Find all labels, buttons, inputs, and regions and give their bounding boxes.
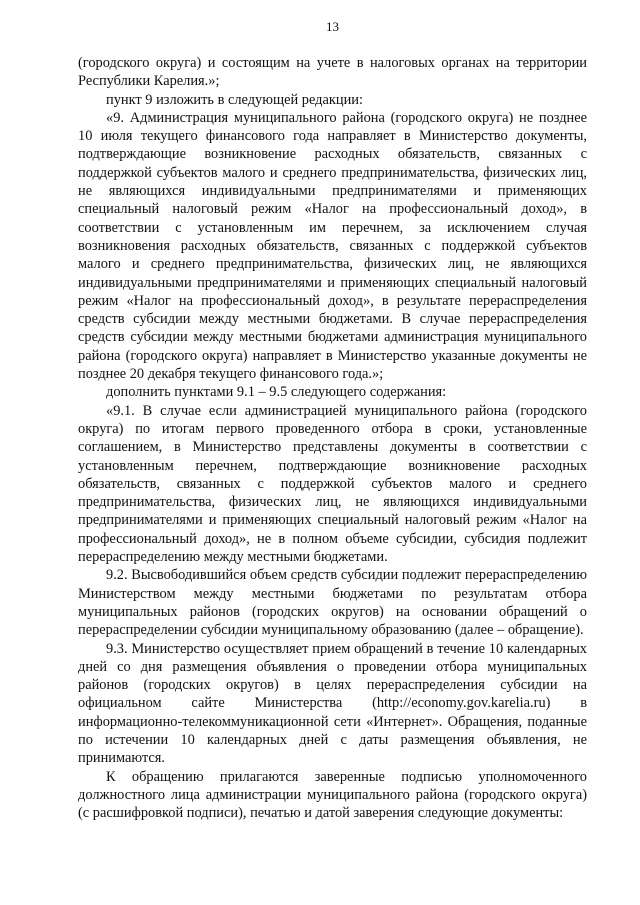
paragraph-point-9-intro: пункт 9 изложить в следующей редакции:: [106, 91, 363, 108]
paragraph-point-9-3: 9.3. Министерство осуществляет прием обращений в течение 10 календарных дней со дня размещения объявления о проведении отбора муниципальных районов (городских округов) в целях перераспределения субсидии на официальном сайте Министерства (http://economy.gov.karelia.ru) в информационно-телекоммуникационной сети «Интернет». Обращения, поданные по истечении 10 календарных дней с даты размещения объявления, не принимаются.: [78, 640, 587, 767]
paragraph-point-9: «9. Администрация муниципального района (городского округа) не позднее 10 июля текущего финансового года направляет в Министерство документы, подтверждающие возникновение расходных обязательств, связанных с поддержкой субъектов малого и среднего предпринимательства, физических лиц, не являющихся индивидуальными предпринимателями и применяющих специальный налоговый режим «Налог на профессиональный доход», в соответствии с установленным им перечнем, за исключением случая возникновения расходных обязательств, связанных с поддержкой субъектов малого и среднего предпринимательства, физических лиц, не являющихся индивидуальными предпринимателями и применяющих специальный налоговый режим «Налог на профессиональный доход», в результате перераспределения средств субсидии между местными бюджетами. В случае перераспределения средств субсидии между местными бюджетами администрация муниципального района (городского округа) направляет в Министерство указанные документы не позднее 20 декабря текущего финансового года.»;: [78, 109, 587, 383]
paragraph-attachments: К обращению прилагаются заверенные подписью уполномоченного должностного лица администрации муниципального района (городского округа) (с расшифровкой подписи), печатью и датой заверения следующие документы:: [78, 768, 587, 822]
paragraph-point-9-1: «9.1. В случае если администрацией муниципального района (городского округа) по итогам первого проведенного отбора в сроки, установленные соглашением, в Министерство представлены документы в соответствии с установленным перечнем, подтверждающие возникновение расходных обязательств, связанных с поддержкой субъектов малого и среднего предпринимательства, физических лиц, не являющихся индивидуальными предпринимателями и применяющих специальный налоговый режим «Налог на профессиональный доход», не в полном объеме субсидии, субсидия подлежит перераспределению между местными бюджетами.: [78, 402, 587, 566]
paragraph-point-9-2: 9.2. Высвободившийся объем средств субсидии подлежит перераспределению Министерством между местными бюджетами по результатам отбора муниципальных районов (городских округов) на основании обращений о перераспределении субсидии муниципальному образованию (далее – обращение).: [78, 567, 587, 639]
paragraph-continuation: (городского округа) и состоящим на учете в налоговых органах на территории Республики Карелия.»;: [78, 55, 587, 90]
page-number: 13: [326, 19, 339, 34]
paragraph-supplement-intro: дополнить пунктами 9.1 – 9.5 следующего содержания:: [106, 384, 447, 401]
document-body: [78, 54, 587, 822]
